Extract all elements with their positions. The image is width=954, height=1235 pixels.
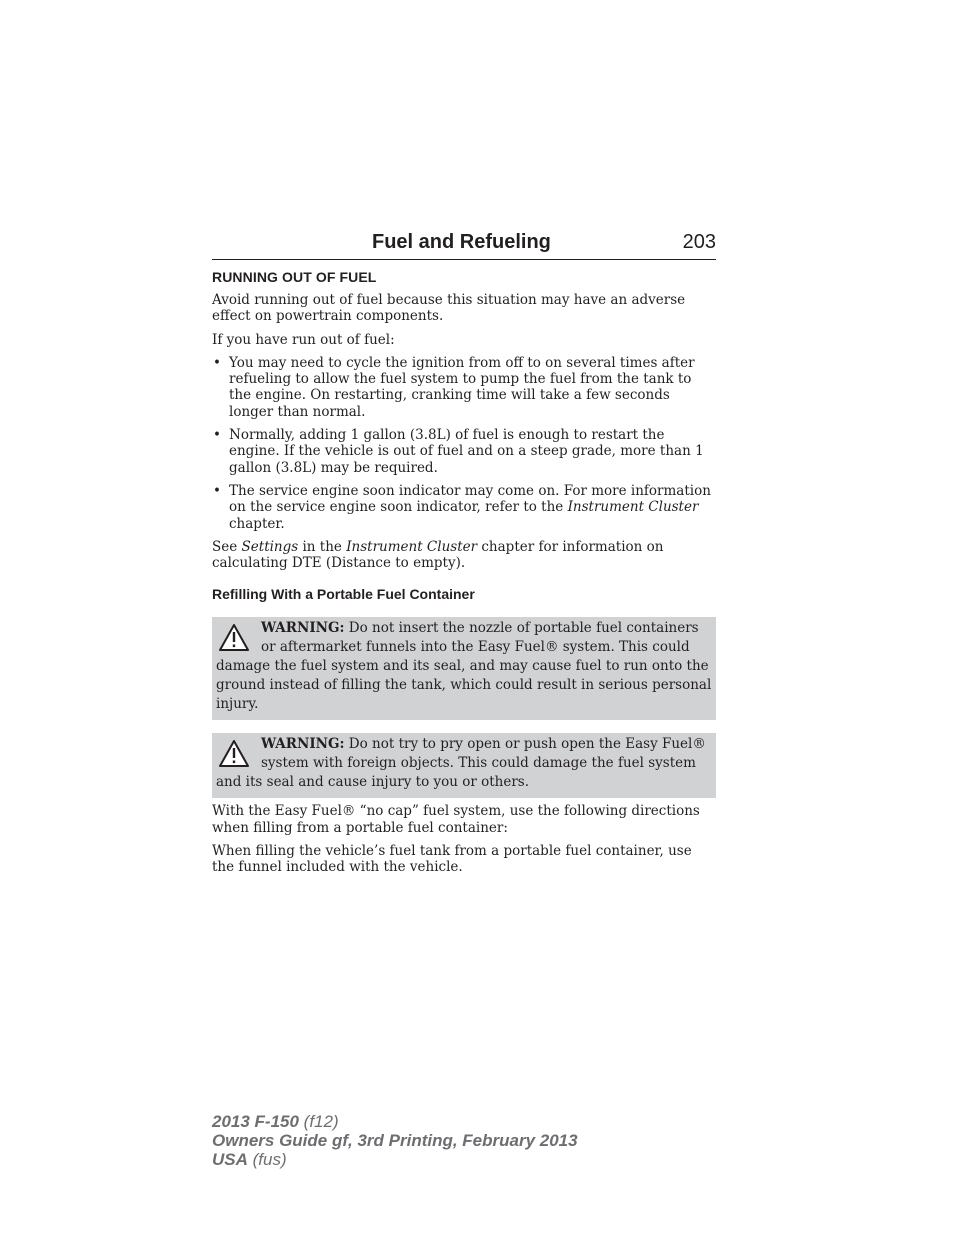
list-item: • Normally, adding 1 gallon (3.8L) of fuel is enough to restart the engine. If the vehicle is out of fuel and on a steep grade, more than 1 gallon (3.8L) may be required.: [213, 427, 704, 476]
warning-text: Do not try to pry open or push open the Easy Fuel® system with foreign objects. This could damage the fuel system and its seal and cause injury to you or others.: [216, 736, 706, 791]
list-item: • The service engine soon indicator may come on. For more information on the service engine soon indicator, refer to the Instrument Cluster chapter.: [213, 482, 711, 532]
see-paragraph: See Settings in the Instrument Cluster chapter for information on calculating DTE (Distance to empty).: [212, 538, 664, 572]
list-item: • You may need to cycle the ignition from off to on several times after refueling to allow the fuel system to pump the fuel from the tank to the engine. On restarting, cranking time will take a few seconds longer than normal.: [213, 354, 695, 420]
chapter-reference: Instrument Cluster: [346, 538, 478, 555]
bullet-icon: •: [213, 427, 221, 444]
page-footer: [212, 1112, 578, 1169]
warning-text: Do not insert the nozzle of portable fuel containers or aftermarket funnels into the Easy Fuel® system. This could damage the fuel system and its seal, and may cause fuel to run onto the ground instead of filling the tank, which could result in serious personal injury.: [216, 620, 712, 713]
section-heading-running-out: RUNNING OUT OF FUEL: [212, 269, 377, 285]
page-title: Fuel and Refueling: [372, 231, 551, 253]
lead-paragraph: If you have run out of fuel:: [212, 331, 395, 348]
paragraph-funnel: When filling the vehicle’s fuel tank from a portable fuel container, use the funnel included with the vehicle.: [212, 843, 692, 876]
footer-guide-line: Owners Guide gf, 3rd Printing, February 2013: [212, 1131, 578, 1150]
page-content: [212, 229, 716, 883]
warning-box: [212, 733, 716, 798]
page-number: 203: [682, 231, 716, 253]
warning-label: WARNING:: [261, 620, 345, 637]
warning-triangle-icon: [218, 623, 250, 653]
warning-box: [212, 617, 716, 720]
bullet-icon: •: [213, 482, 221, 499]
paragraph-easy-fuel: With the Easy Fuel® “no cap” fuel system, use the following directions when filling from a portable fuel container:: [212, 803, 700, 836]
footer-model-line: 2013 F-150 (f12): [212, 1112, 339, 1131]
section-heading-refilling: Refilling With a Portable Fuel Container: [212, 586, 475, 603]
intro-paragraph: Avoid running out of fuel because this situation may have an adverse effect on powertrain components.: [212, 292, 686, 325]
warning-triangle-icon: [218, 739, 250, 769]
bullet-list: [212, 355, 716, 532]
settings-reference: Settings: [241, 538, 299, 555]
footer-region-line: USA (fus): [212, 1150, 287, 1169]
page-header: [212, 229, 716, 260]
bullet-icon: •: [213, 354, 221, 371]
chapter-reference: Instrument Cluster: [567, 499, 699, 516]
warning-label: WARNING:: [261, 736, 345, 753]
